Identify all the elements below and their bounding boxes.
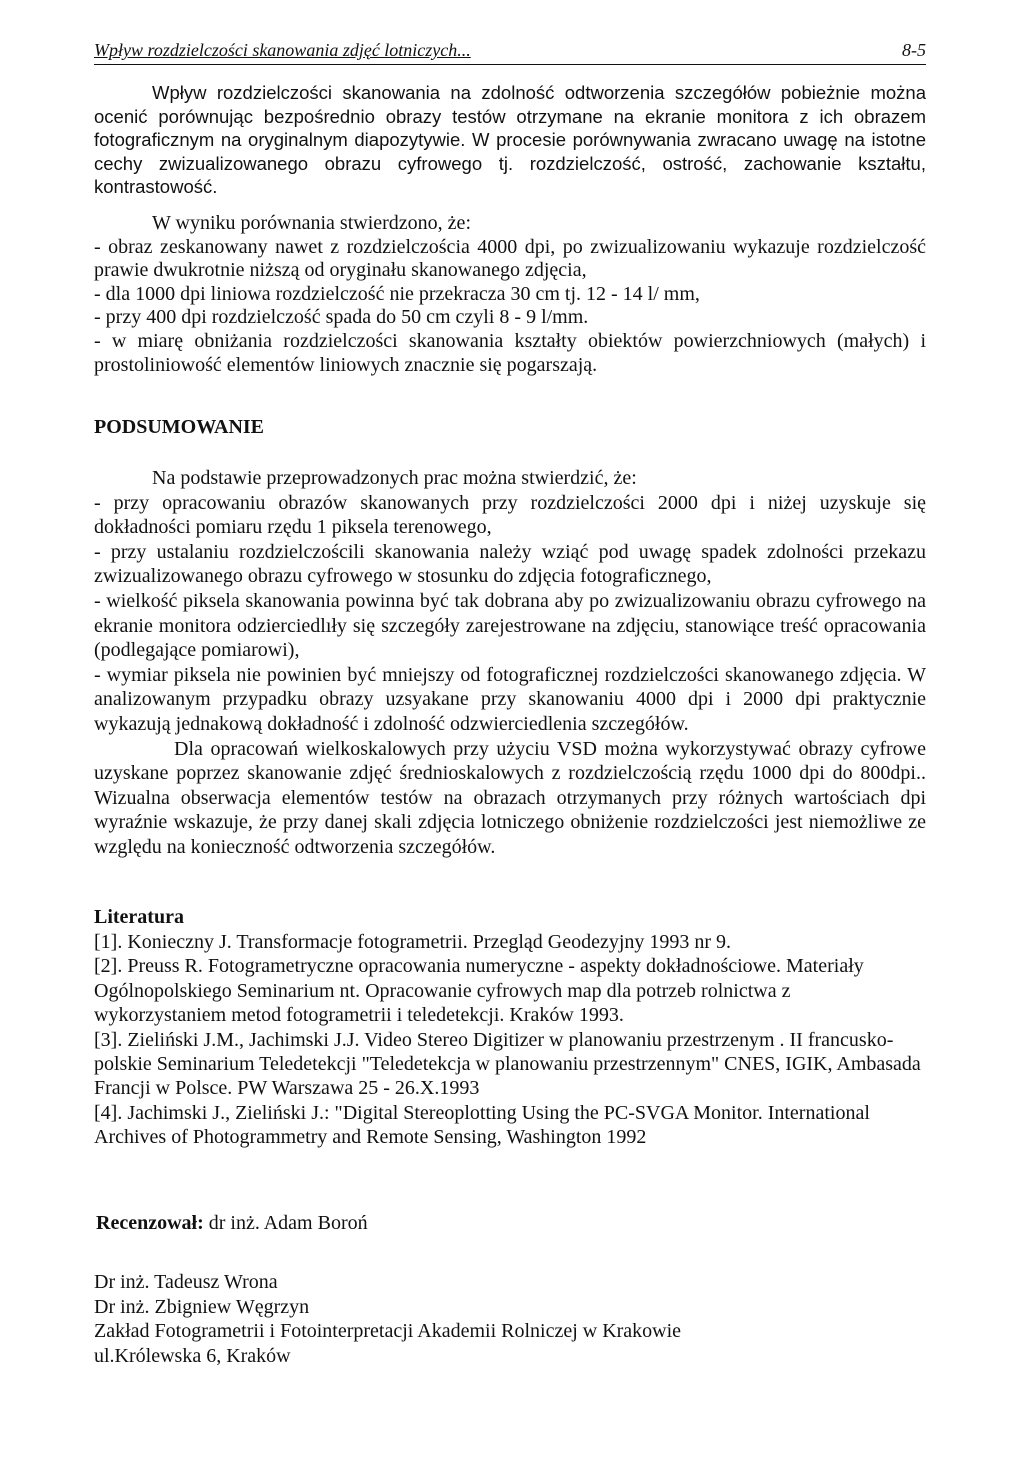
summary-list <box>94 491 926 737</box>
reviewer-line <box>96 1212 368 1235</box>
reference-item: [2]. Preuss R. Fotogrametryczne opracowania numeryczne - aspekty dokładnościowe. Materiały Ogólnopolskiego Seminarium nt. Opracowanie cyfrowych map dla potrzeb rolnictwa z wykorzystaniem metod fotogrametrii i teledetekcji. Kraków 1993. <box>94 955 864 1027</box>
running-header <box>94 40 926 65</box>
reference-item: [1]. Konieczny J. Transformacje fotogrametrii. Przegląd Geodezyjny 1993 nr 9. <box>94 931 732 953</box>
findings-item: - dla 1000 dpi liniowa rozdzielczość nie przekracza 30 cm tj. 12 - 14 l/ mm, <box>94 282 700 305</box>
findings-item: - w miarę obniżania rozdzielczości skanowania kształty obiektów powierzchniowych (małych) i prostoliniowość elementów liniowych znacznie się pogarszają. <box>94 329 926 376</box>
running-header-title: Wpływ rozdzielczości skanowania zdjęć lotniczych... <box>94 40 471 60</box>
reviewer-label: Recenzował: <box>96 1212 204 1234</box>
summary-item: - przy ustalaniu rozdzielczościli skanowania należy wziąć pod uwagę spadek zdolności przekazu zwizualizowanego obrazu cyfrowego w stosunku do zdjęcia fotograficznego, <box>94 540 926 588</box>
summary-section <box>94 466 926 860</box>
findings-lead: W wyniku porównania stwierdzono, że: <box>152 212 471 234</box>
author-line: Dr inż. Zbigniew Węgrzyn <box>94 1295 310 1318</box>
reference-list <box>94 930 926 1150</box>
summary-lead: Na podstawie przeprowadzonych prac można stwierdzić, że: <box>152 467 637 489</box>
author-line: Dr inż. Tadeusz Wrona <box>94 1271 278 1293</box>
address-line: ul.Królewska 6, Kraków <box>94 1344 291 1367</box>
intro-paragraph: Wpływ rozdzielczości skanowania na zdolność odtworzenia szczegółów pobieżnie można ocenić porównując bezpośrednio obrazy testów otrzymane na ekranie monitora z ich obrazem fotograficznym na oryginalnym diapozytywie. W procesie porównywania zwracano uwagę na istotne cechy zwizualizowanego obrazu cyfrowego tj. rozdzielczość, ostrość, zachowanie kształtu, kontrastowość. <box>94 82 926 198</box>
summary-item: - wielkość piksela skanowania powinna być tak dobrana aby po zwizualizowaniu obrazu cyfrowego na ekranie monitora odzierciedlıły się szczegóły zarejestrowane na zdjęciu, stanowiące treść opracowania (podlegające pomiarowi), <box>94 589 926 662</box>
findings-list <box>94 236 926 378</box>
findings-item: - obraz zeskanowany nawet z rozdzielczościa 4000 dpi, po zwizualizowaniu wykazuje rozdzielczość prawie dwukrotnie niższą od oryginału skanowanego zdjęcia, <box>94 235 926 282</box>
reviewer-name: dr inż. Adam Boroń <box>208 1212 368 1234</box>
affiliation-line: Zakład Fotogrametrii i Fotointerpretacji Akademii Rolniczej w Krakowie <box>94 1320 682 1343</box>
literature-heading: Literatura <box>94 906 184 928</box>
page-number: 8-5 <box>902 40 926 60</box>
reference-item: [3]. Zieliński J.M., Jachimski J.J. Video Stereo Digitizer w planowaniu przestrzenym . II francusko-polskie Seminarium Teledetekcji "Teledetekcja w planowaniu przestrzennym" CNES, IGIK, Ambasada Francji w Polsce. PW Warszawa 25 - 26.X.1993 <box>94 1028 921 1100</box>
findings-section <box>94 212 926 377</box>
findings-item: - przy 400 dpi rozdzielczość spada do 50 cm czyli 8 - 9 l/mm. <box>94 306 589 329</box>
summary-item: - wymiar piksela nie powinien być mniejszy od fotograficznej rozdzielczości skanowanego zdjęcia. W analizowanym przypadku obrazy uzsyakane przy skanowaniu 4000 dpi i 2000 dpi praktycznie wykazują jednakową dokładność i zdolność odzwierciedlenia szczegółów. <box>94 663 926 735</box>
intro-section <box>94 81 926 199</box>
author-block <box>94 1270 926 1368</box>
reference-item: [4]. Jachimski J., Zieliński J.: "Digital Stereoplotting Using the PC-SVGA Monitor. International Archives of Photogrammetry and Remote Sensing, Washington 1992 <box>94 1101 870 1149</box>
summary-heading: PODSUMOWANIE <box>94 416 265 438</box>
summary-closing-paragraph: Dla opracowań wielkoskalowych przy użyciu VSD można wykorzystywać obrazy cyfrowe uzyskane poprzez skanowanie zdjęć średnioskalowych z rozdzielczością rzędu 1000 dpi do 800dpi.. Wizualna obserwacja elementów testów na obrazach otrzymanych przy różnych wartościach dpi wyraźnie wskazuje, że przy danej skali zdjęcia lotniczego obniżenie rozdzielczości jest niemożliwe ze względu na konieczność odtworzenia szczegółów. <box>94 737 926 858</box>
summary-item: - przy opracowaniu obrazów skanowanych przy rozdzielczości 2000 dpi i niżej uzyskuje się dokładności pomiaru rzędu 1 piksela terenowego, <box>94 491 926 539</box>
